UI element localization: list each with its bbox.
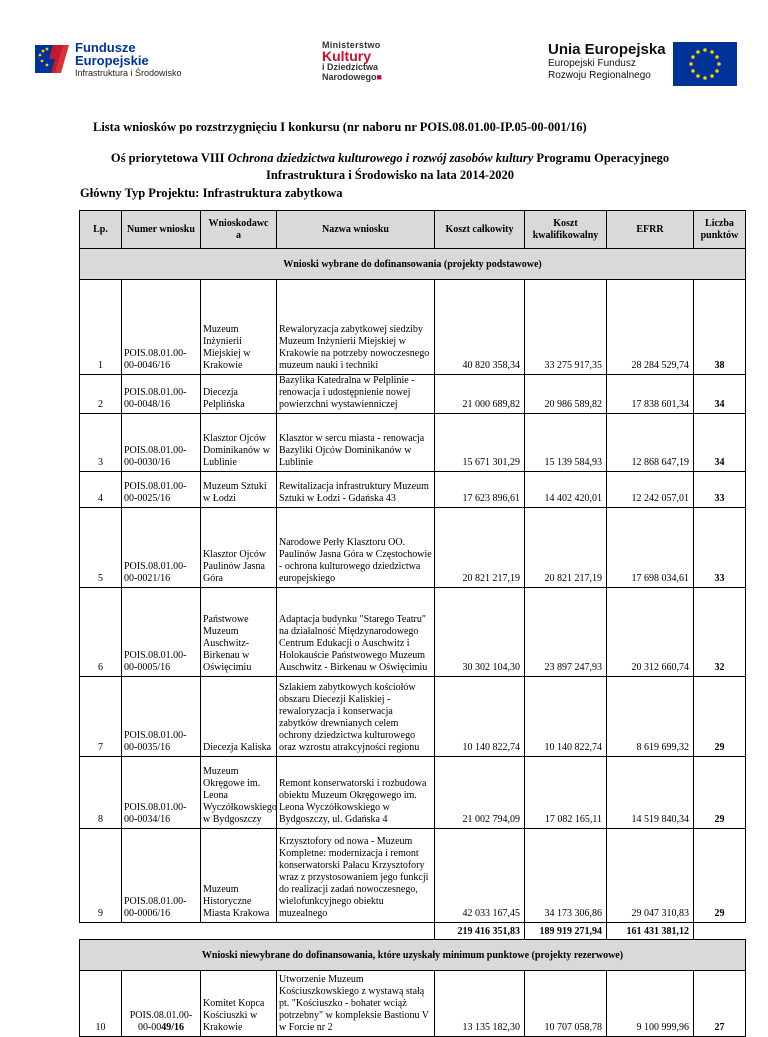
cell-number: POIS.08.01.00-00-0046/16	[122, 280, 201, 375]
cell-eligible-cost: 10 707 058,78	[525, 971, 607, 1037]
cell-name: Bazylika Katedralna w Pelplinie - renowacja i udostępnienie nowej powierzchni wystawienniczej	[277, 375, 435, 414]
cell-lp: 5	[80, 508, 122, 588]
cell-efrr: 17 698 034,61	[607, 508, 694, 588]
cell-applicant: Muzeum Historyczne Miasta Krakowa	[201, 829, 277, 923]
cell-name: Remont konserwatorski i rozbudowa obiektu Muzeum Okręgowego im. Leona Wyczółkowskiego w Bydgoszczy, ul. Gdańska 4	[277, 757, 435, 829]
document-title: Lista wniosków po rozstrzygnięciu I konkursu (nr naboru nr POIS.08.01.00-IP.05-00-001/16)	[93, 120, 587, 134]
cell-applicant: Klasztor Ojców Dominikanów w Lublinie	[201, 414, 277, 472]
section-reserve-label: Wnioski niewybrane do dofinansowania, które uzyskały minimum punktowe (projekty rezerwowe)	[80, 940, 746, 971]
cell-total-cost: 17 623 896,61	[435, 472, 525, 508]
cell-efrr: 12 868 647,19	[607, 414, 694, 472]
ministerstwo-line1: Ministerstwo	[322, 40, 381, 50]
cell-lp: 9	[80, 829, 122, 923]
cell-efrr: 29 047 310,83	[607, 829, 694, 923]
cell-total-cost: 21 002 794,09	[435, 757, 525, 829]
cell-number: POIS.08.01.00-00-0005/16	[122, 588, 201, 677]
cell-number: POIS.08.01.00-00-0048/16	[122, 375, 201, 414]
table-row	[80, 508, 746, 588]
cell-points: 29	[694, 757, 746, 829]
totals-total-cost: 219 416 351,83	[435, 923, 525, 940]
cell-number: POIS.08.01.00-00-0021/16	[122, 508, 201, 588]
ministerstwo-line2: Kultury	[322, 48, 371, 64]
table-row	[80, 757, 746, 829]
cell-lp: 2	[80, 375, 122, 414]
cell-efrr: 14 519 840,34	[607, 757, 694, 829]
totals-empty-cell	[277, 923, 435, 940]
cell-applicant: Diecezja Pelplińska	[201, 375, 277, 414]
cell-total-cost: 42 033 167,45	[435, 829, 525, 923]
ministerstwo-kultury-logo	[322, 40, 402, 80]
header-applicant: Wnioskodawc a	[201, 211, 277, 249]
totals-empty-cell	[201, 923, 277, 940]
cell-applicant: Muzeum Sztuki w Łodzi	[201, 472, 277, 508]
cell-eligible-cost: 14 402 420,01	[525, 472, 607, 508]
cell-total-cost: 30 302 104,30	[435, 588, 525, 677]
cell-efrr: 9 100 999,96	[607, 971, 694, 1037]
cell-eligible-cost: 23 897 247,93	[525, 588, 607, 677]
cell-lp: 7	[80, 677, 122, 757]
cell-total-cost: 20 821 217,19	[435, 508, 525, 588]
ministerstwo-line4: Narodowego■	[322, 72, 382, 82]
applications-table	[79, 210, 746, 1037]
priority-axis-heading: Oś priorytetowa VIII Ochrona dziedzictwa kulturowego i rozwój zasobów kultury Programu Operacyjnego Infrastruktura i Środowisko na lata 2014-2020	[110, 151, 670, 182]
cell-total-cost: 15 671 301,29	[435, 414, 525, 472]
totals-row	[80, 923, 746, 940]
cell-lp: 10	[80, 971, 122, 1037]
cell-number: POIS.08.01.00-00-0035/16	[122, 677, 201, 757]
table-row	[80, 588, 746, 677]
unia-europejska-logo	[548, 42, 748, 82]
table-row	[80, 829, 746, 923]
fundusze-europejskie-logo	[33, 41, 193, 81]
unia-line3: Rozwoju Regionalnego	[548, 70, 651, 81]
cell-efrr: 28 284 529,74	[607, 280, 694, 375]
table-row	[80, 677, 746, 757]
cell-eligible-cost: 17 082 165,11	[525, 757, 607, 829]
cell-lp: 8	[80, 757, 122, 829]
cell-efrr: 8 619 699,32	[607, 677, 694, 757]
cell-efrr: 12 242 057,01	[607, 472, 694, 508]
cell-number: POIS.08.01.00-00-0006/16	[122, 829, 201, 923]
cell-lp: 6	[80, 588, 122, 677]
table-row	[80, 375, 746, 414]
table-row	[80, 472, 746, 508]
cell-applicant: Klasztor Ojców Paulinów Jasna Góra	[201, 508, 277, 588]
unia-line1: Unia Europejska	[548, 41, 666, 58]
cell-number: POIS.08.01.00-00-0034/16	[122, 757, 201, 829]
cell-points: 29	[694, 829, 746, 923]
table-row	[80, 280, 746, 375]
totals-efrr: 161 431 381,12	[607, 923, 694, 940]
header-name: Nazwa wniosku	[277, 211, 435, 249]
cell-points: 29	[694, 677, 746, 757]
cell-number: POIS.08.01.00-00-0025/16	[122, 472, 201, 508]
cell-total-cost: 10 140 822,74	[435, 677, 525, 757]
header-eligible-cost: Koszt kwalifikowalny	[525, 211, 607, 249]
fundusze-line1: Fundusze	[75, 40, 136, 55]
header-total-cost: Koszt całkowity	[435, 211, 525, 249]
cell-applicant: Państwowe Muzeum Auschwitz-Birkenau w Oświęcimiu	[201, 588, 277, 677]
cell-eligible-cost: 34 173 306,86	[525, 829, 607, 923]
cell-points: 34	[694, 375, 746, 414]
cell-eligible-cost: 20 986 589,82	[525, 375, 607, 414]
cell-lp: 1	[80, 280, 122, 375]
cell-name: Szlakiem zabytkowych kościołów obszaru Diecezji Kaliskiej - rewaloryzacja i konserwacja zabytków drewnianych celem ochrony dziedzictwa kulturowego oraz wzrostu atrakcyjności regionu	[277, 677, 435, 757]
cell-points: 32	[694, 588, 746, 677]
table-row	[80, 414, 746, 472]
cell-total-cost: 13 135 182,30	[435, 971, 525, 1037]
section-selected-label: Wnioski wybrane do dofinansowania (projekty podstawowe)	[80, 249, 746, 280]
cell-name: Krzysztofory od nowa - Muzeum Kompletne: modernizacja i remont konserwatorski Pałacu Krzysztofory wraz z przystosowaniem jego funkcji do realizacji zadań nowoczesnego, wielofunkcyjnego obiektu muzealnego	[277, 829, 435, 923]
cell-name: Rewitalizacja infrastruktury Muzeum Sztuki w Łodzi - Gdańska 43	[277, 472, 435, 508]
cell-points: 33	[694, 508, 746, 588]
fundusze-line3: Infrastruktura i Środowisko	[75, 68, 182, 78]
cell-name: Utworzenie Muzeum Kościuszkowskiego z wystawą stałą pt. "Kościuszko - bohater wciąż potrzebny" w kompleksie Bastionu V w Forcie nr 2	[277, 971, 435, 1037]
cell-name: Klasztor w sercu miasta - renowacja Bazyliki Ojców Dominikanów w Lublinie	[277, 414, 435, 472]
cell-eligible-cost: 15 139 584,93	[525, 414, 607, 472]
fundusze-line2: Europejskie	[75, 53, 149, 68]
cell-eligible-cost: 20 821 217,19	[525, 508, 607, 588]
header-number: Numer wniosku	[122, 211, 201, 249]
table-row	[80, 971, 746, 1037]
cell-lp: 3	[80, 414, 122, 472]
cell-points: 27	[694, 971, 746, 1037]
cell-applicant: Komitet Kopca Kościuszki w Krakowie	[201, 971, 277, 1037]
cell-name: Rewaloryzacja zabytkowej siedziby Muzeum Inżynierii Miejskiej w Krakowie na potrzeby nowoczesnego muzeum nauki i techniki	[277, 280, 435, 375]
header-points: Liczba punktów	[694, 211, 746, 249]
totals-empty-cell	[694, 923, 746, 940]
cell-name: Adaptacja budynku "Starego Teatru" na działalność Międzynarodowego Centrum Edukacji o Auschwitz i Holokauście Państwowego Muzeum Auschwitz - Birkenau w Oświęcimiu	[277, 588, 435, 677]
cell-points: 38	[694, 280, 746, 375]
ministerstwo-line3: i Dziedzictwa	[322, 62, 379, 72]
fundusze-europejskie-flag-icon	[33, 41, 71, 77]
cell-points: 34	[694, 414, 746, 472]
totals-eligible-cost: 189 919 271,94	[525, 923, 607, 940]
section-selected-row	[80, 249, 746, 280]
cell-efrr: 17 838 601,34	[607, 375, 694, 414]
cell-number: POIS.08.01.00-00-0030/16	[122, 414, 201, 472]
cell-applicant: Muzeum Inżynierii Miejskiej w Krakowie	[201, 280, 277, 375]
cell-applicant: Diecezja Kaliska	[201, 677, 277, 757]
section-reserve-row	[80, 940, 746, 971]
cell-number: POIS.08.01.00-00-0049/16	[122, 971, 201, 1037]
totals-empty-cell	[122, 923, 201, 940]
cell-eligible-cost: 33 275 917,35	[525, 280, 607, 375]
cell-name: Narodowe Perły Klasztoru OO. Paulinów Jasna Góra w Częstochowie - ochrona kulturowego dziedzictwa europejskiego	[277, 508, 435, 588]
project-type-heading: Główny Typ Projektu: Infrastruktura zabytkowa	[80, 186, 343, 200]
cell-total-cost: 21 000 689,82	[435, 375, 525, 414]
cell-applicant: Muzeum Okręgowe im. Leona Wyczółkowskiego w Bydgoszczy	[201, 757, 277, 829]
unia-line2: Europejski Fundusz	[548, 58, 636, 69]
totals-empty-cell	[80, 923, 122, 940]
header-lp: Lp.	[80, 211, 122, 249]
cell-eligible-cost: 10 140 822,74	[525, 677, 607, 757]
eu-flag-icon	[673, 42, 737, 86]
cell-total-cost: 40 820 358,34	[435, 280, 525, 375]
cell-lp: 4	[80, 472, 122, 508]
cell-points: 33	[694, 472, 746, 508]
header-efrr: EFRR	[607, 211, 694, 249]
cell-efrr: 20 312 660,74	[607, 588, 694, 677]
